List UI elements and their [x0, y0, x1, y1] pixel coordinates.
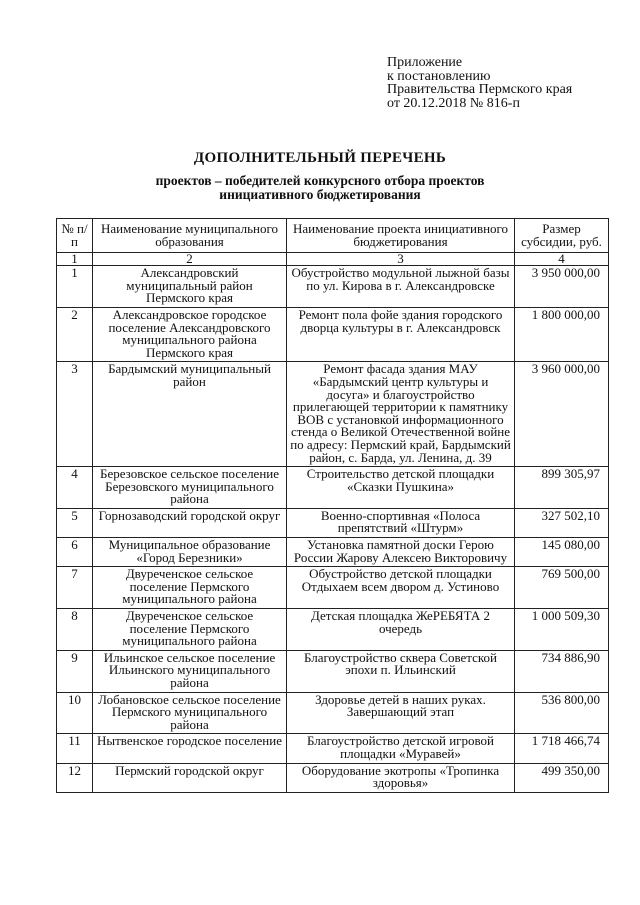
- row-amount: 1 800 000,00: [515, 307, 609, 361]
- table-row: [57, 763, 609, 792]
- subtitle-line: проектов – победителей конкурсного отбора проектов: [155, 173, 485, 188]
- row-project: Обустройство детской площадки Отдыхаем всем двором д. Устиново: [287, 567, 515, 609]
- row-project: Установка памятной доски Герою России Жарову Алексею Викторовичу: [287, 538, 515, 567]
- row-num: 1: [57, 266, 93, 308]
- table-row: [57, 609, 609, 651]
- row-num: 3: [57, 362, 93, 467]
- row-amount: 1 718 466,74: [515, 734, 609, 763]
- row-project: Военно-спортивная «Полоса препятствий «Штурм»: [287, 508, 515, 537]
- table-row: [57, 567, 609, 609]
- row-municipality: Пермский городской округ: [93, 763, 287, 792]
- column-index-row: [57, 253, 609, 266]
- row-project: Ремонт фасада здания МАУ «Бардымский центр культуры и досуга» и благоустройство прилегающей территории к памятнику ВОВ с установкой информационного стенда о Великой Отечественной войне по адресу: Пермский край, Бардымский район, с. Барда, ул. Ленина, д. 39: [287, 362, 515, 467]
- table-header-row: [57, 219, 609, 253]
- row-project: Здоровье детей в наших руках. Завершающий этап: [287, 692, 515, 734]
- document-subtitle: [0, 174, 640, 202]
- row-municipality: Ильинское сельское поселение Ильинского муниципального района: [93, 650, 287, 692]
- table-row: [57, 692, 609, 734]
- header-project: Наименование проекта инициативного бюджетирования: [287, 219, 515, 253]
- subtitle-line: инициативного бюджетирования: [219, 187, 421, 202]
- table-row: [57, 307, 609, 361]
- row-amount: 499 350,00: [515, 763, 609, 792]
- row-amount: 3 950 000,00: [515, 266, 609, 308]
- table-row: [57, 508, 609, 537]
- header-num: № п/п: [57, 219, 93, 253]
- row-municipality: Лобановское сельское поселение Пермского муниципального района: [93, 692, 287, 734]
- row-municipality: Горнозаводский городской округ: [93, 508, 287, 537]
- row-amount: 769 500,00: [515, 567, 609, 609]
- row-municipality: Нытвенское городское поселение: [93, 734, 287, 763]
- row-amount: 1 000 509,30: [515, 609, 609, 651]
- row-num: 11: [57, 734, 93, 763]
- row-num: 12: [57, 763, 93, 792]
- appendix-line: Правительства Пермского края: [387, 82, 573, 97]
- appendix-line: от 20.12.2018 № 816-п: [387, 95, 520, 111]
- row-amount: 536 800,00: [515, 692, 609, 734]
- row-amount: 734 886,90: [515, 650, 609, 692]
- row-municipality: Александровский муниципальный район Пермского края: [93, 266, 287, 308]
- row-amount: 3 960 000,00: [515, 362, 609, 467]
- column-index: 1: [57, 253, 93, 266]
- column-index: 4: [515, 253, 609, 266]
- appendix-line: Приложение: [387, 55, 463, 70]
- table-row: [57, 538, 609, 567]
- row-num: 6: [57, 538, 93, 567]
- table-row: [57, 266, 609, 308]
- row-amount: 899 305,97: [515, 467, 609, 509]
- row-num: 2: [57, 307, 93, 361]
- header-municipality: Наименование муниципального образования: [93, 219, 287, 253]
- table-row: [57, 734, 609, 763]
- row-num: 8: [57, 609, 93, 651]
- row-project: Строительство детской площадки «Сказки Пушкина»: [287, 467, 515, 509]
- row-num: 7: [57, 567, 93, 609]
- column-index: 2: [93, 253, 287, 266]
- projects-table: [56, 218, 609, 793]
- row-municipality: Муниципальное образование «Город Березники»: [93, 538, 287, 567]
- row-project: Обустройство модульной лыжной базы по ул. Кирова в г. Александровске: [287, 266, 515, 308]
- row-amount: 327 502,10: [515, 508, 609, 537]
- row-project: Детская площадка ЖеРЕБЯТА 2 очередь: [287, 609, 515, 651]
- row-num: 9: [57, 650, 93, 692]
- row-municipality: Двуреченское сельское поселение Пермского муниципального района: [93, 567, 287, 609]
- row-num: 5: [57, 508, 93, 537]
- row-municipality: Березовское сельское поселение Березовского муниципального района: [93, 467, 287, 509]
- row-municipality: Бардымский муниципальный район: [93, 362, 287, 467]
- column-index: 3: [287, 253, 515, 266]
- row-project: Ремонт пола фойе здания городского дворца культуры в г. Александровск: [287, 307, 515, 361]
- table-row: [57, 467, 609, 509]
- table-row: [57, 362, 609, 467]
- row-project: Благоустройство детской игровой площадки «Муравей»: [287, 734, 515, 763]
- header-amount: Размер субсидии, руб.: [515, 219, 609, 253]
- row-municipality: Александровское городское поселение Александровского муниципального района Пермского края: [93, 307, 287, 361]
- table-row: [57, 650, 609, 692]
- appendix-block: [387, 56, 572, 110]
- row-project: Оборудование экотропы «Тропинка здоровья»: [287, 763, 515, 792]
- row-municipality: Двуреченское сельское поселение Пермского муниципального района: [93, 609, 287, 651]
- row-project: Благоустройство сквера Советской эпохи п. Ильинский: [287, 650, 515, 692]
- row-num: 4: [57, 467, 93, 509]
- row-num: 10: [57, 692, 93, 734]
- appendix-line: к постановлению: [387, 68, 491, 84]
- document-title: ДОПОЛНИТЕЛЬНЫЙ ПЕРЕЧЕНЬ: [193, 150, 447, 166]
- row-amount: 145 080,00: [515, 538, 609, 567]
